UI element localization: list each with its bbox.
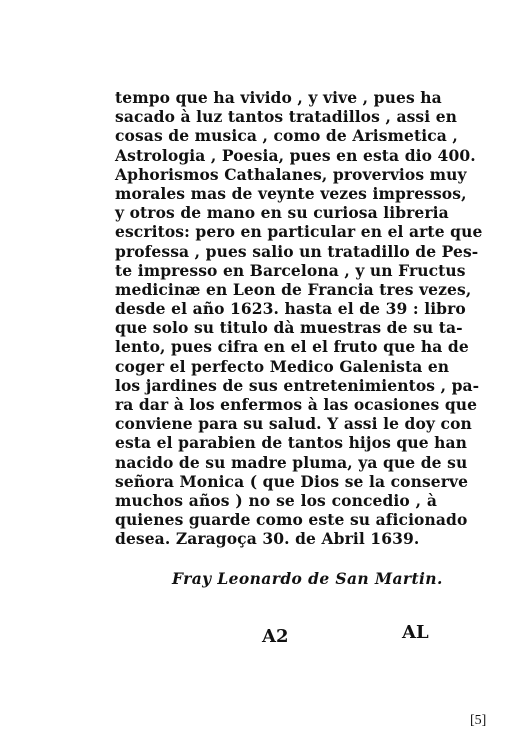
text-line: esta el parabien de tantos hijos que han (115, 433, 468, 453)
text-line: Aphorismos Cathalanes, provervios muy (115, 164, 467, 184)
text-line: y otros de mano en su curiosa libreria (115, 203, 449, 223)
page-number: [5] (470, 713, 487, 728)
text-line: que solo su titulo dà muestras de su ta- (115, 318, 463, 338)
text-line: nacido de su madre pluma, ya que de su (115, 452, 468, 472)
text-line: desea. Zaragoça 30. de Abril 1639. (115, 529, 420, 549)
text-line: morales mas de veynte vezes impressos, (115, 183, 467, 203)
text-line: los jardines de sus entretenimientos , pa- (115, 375, 480, 395)
text-line: desde el año 1623. hasta el de 39 : libro (115, 299, 466, 319)
text-line: tempo que ha vivido , y vive , pues ha (115, 88, 442, 107)
text-line: lento, pues cifra en el el fruto que ha de (115, 337, 469, 357)
catchword: AL (402, 622, 429, 643)
author-signature: Fray Leonardo de San Martin. (172, 569, 443, 588)
text-line: sacado à luz tantos tratadillos , assi en (115, 107, 458, 127)
text-line: señora Monica ( que Dios se la conserve (115, 471, 469, 491)
text-line: medicinæ en Leon de Francia tres vezes, (115, 279, 472, 299)
text-line: conviene para su salud. Y assi le doy con (115, 414, 472, 434)
text-line: te impresso en Barcelona , y un Fructus (115, 260, 466, 280)
text-line: Astrologia , Poesia, pues en esta dio 400. (115, 145, 476, 165)
text-line: cosas de musica , como de Arismetica , (115, 126, 458, 146)
text-line: professa , pues salio un tratadillo de Pes- (115, 241, 479, 261)
text-line: quienes guarde como este su aficionado (115, 510, 468, 530)
approval-text (115, 88, 483, 549)
signature-mark: A2 (262, 626, 289, 647)
text-line: escritos: pero en particular en el arte que (115, 222, 483, 242)
text-line: ra dar à los enfermos à las ocasiones que (115, 395, 478, 414)
text-line: muchos años ) no se los concedio , à (115, 490, 437, 510)
text-line: coger el perfecto Medico Galenista en (115, 356, 450, 376)
